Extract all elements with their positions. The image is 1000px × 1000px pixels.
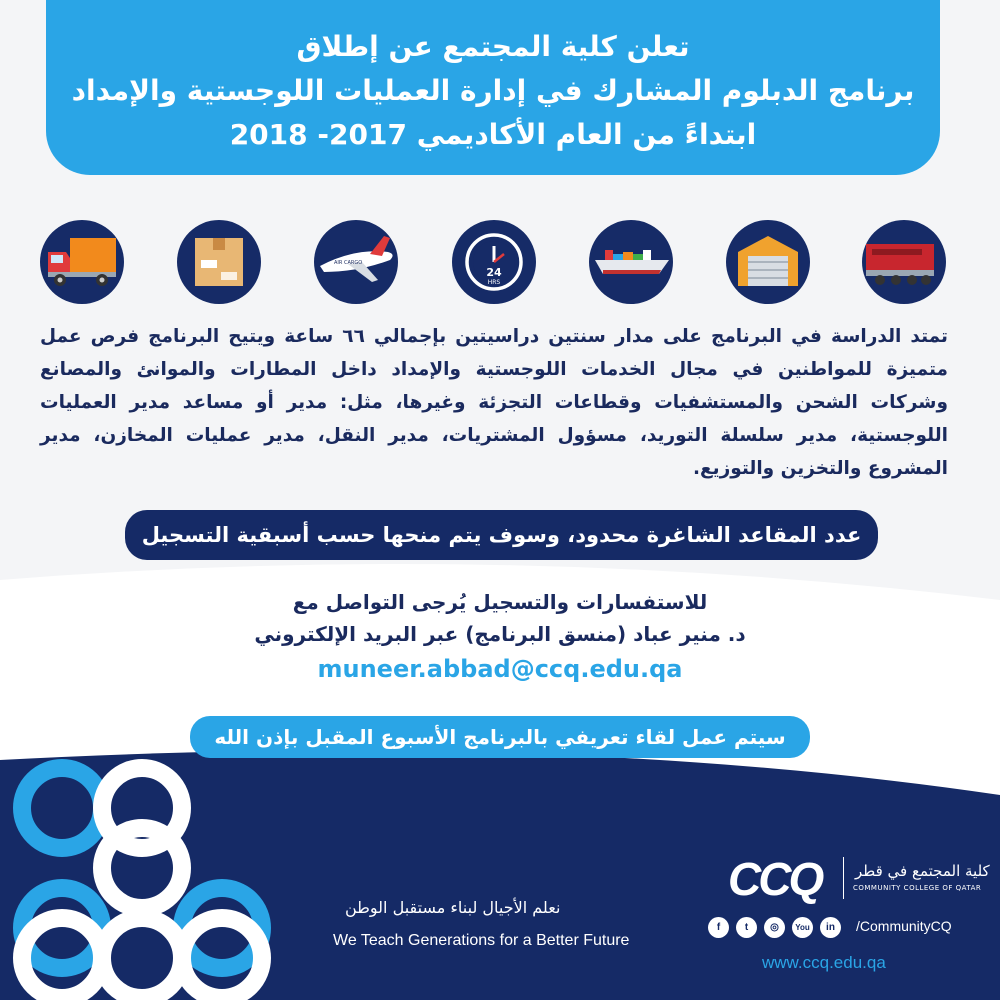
linkedin-icon[interactable]: in	[820, 917, 841, 938]
slogan-english: We Teach Generations for a Better Future	[333, 932, 630, 949]
ccq-logo: CCQ	[728, 853, 822, 905]
announcement-line-3: ابتداءً من العام الأكاديمي 2017- 2018	[229, 118, 757, 151]
airplane-icon	[314, 220, 398, 304]
announcement-line-2: برنامج الدبلوم المشارك في إدارة العمليات اللوجستية والإمداد	[71, 74, 915, 107]
college-name-arabic: كلية المجتمع في قطر	[855, 862, 990, 880]
contact-intro: للاستفسارات والتسجيل يُرجى التواصل مع	[292, 590, 708, 614]
social-handle[interactable]: /CommunityCQ	[856, 918, 952, 934]
airplane-label: AIR CARGO	[334, 260, 363, 266]
youtube-icon[interactable]: You	[792, 917, 813, 938]
freight-train-icon	[862, 220, 946, 304]
orientation-meeting-notice: سيتم عمل لقاء تعريفي بالبرنامج الأسبوع المقبل بإذن الله	[190, 716, 810, 758]
contact-email-link[interactable]: muneer.abbad@ccq.edu.qa	[317, 655, 683, 683]
contact-person: د. منير عباد (منسق البرنامج) عبر البريد الإلكتروني	[254, 622, 746, 646]
truck-icon	[40, 220, 124, 304]
instagram-icon[interactable]: ◎	[764, 917, 785, 938]
facebook-icon[interactable]: f	[708, 917, 729, 938]
seats-notice: عدد المقاعد الشاغرة محدود، وسوف يتم منحها حسب أسبقية التسجيل	[125, 510, 878, 560]
header-banner	[46, 0, 940, 175]
24-hours-clock-icon	[452, 220, 536, 304]
website-link[interactable]: www.ccq.edu.qa	[762, 953, 886, 972]
warehouse-icon	[726, 220, 810, 304]
twitter-icon[interactable]: t	[736, 917, 757, 938]
clock-number: 24	[486, 266, 502, 279]
package-box-icon	[177, 220, 261, 304]
slogan-arabic: نعلم الأجيال لبناء مستقبل الوطن	[345, 898, 561, 917]
logo-divider	[843, 857, 844, 899]
cargo-ship-icon	[589, 220, 673, 304]
college-name-english: COMMUNITY COLLEGE OF QATAR	[853, 884, 982, 892]
clock-sub: HRS	[487, 279, 501, 286]
logistics-icon-row	[40, 220, 960, 304]
announcement-line-1: تعلن كلية المجتمع عن إطلاق	[296, 30, 690, 63]
program-description: تمتد الدراسة في البرنامج على مدار سنتين دراسيتين بإجمالي ٦٦ ساعة ويتيح البرنامج فرص عمل متميزة للمواطنين في مجال الخدمات اللوجستية والإمداد داخل المطارات والموانئ والمصانع وشركات الشحن والمستشفيات وقطاعات التجزئة وغيرها، مثل: مدير أو مساعد مدير العمليات اللوجستية، مدير سلسلة التوريد، مسؤول المشتريات، مدير النقل، مدير عمليات المخازن، مدير المشروع والتخزين والتوزيع.	[40, 326, 949, 479]
